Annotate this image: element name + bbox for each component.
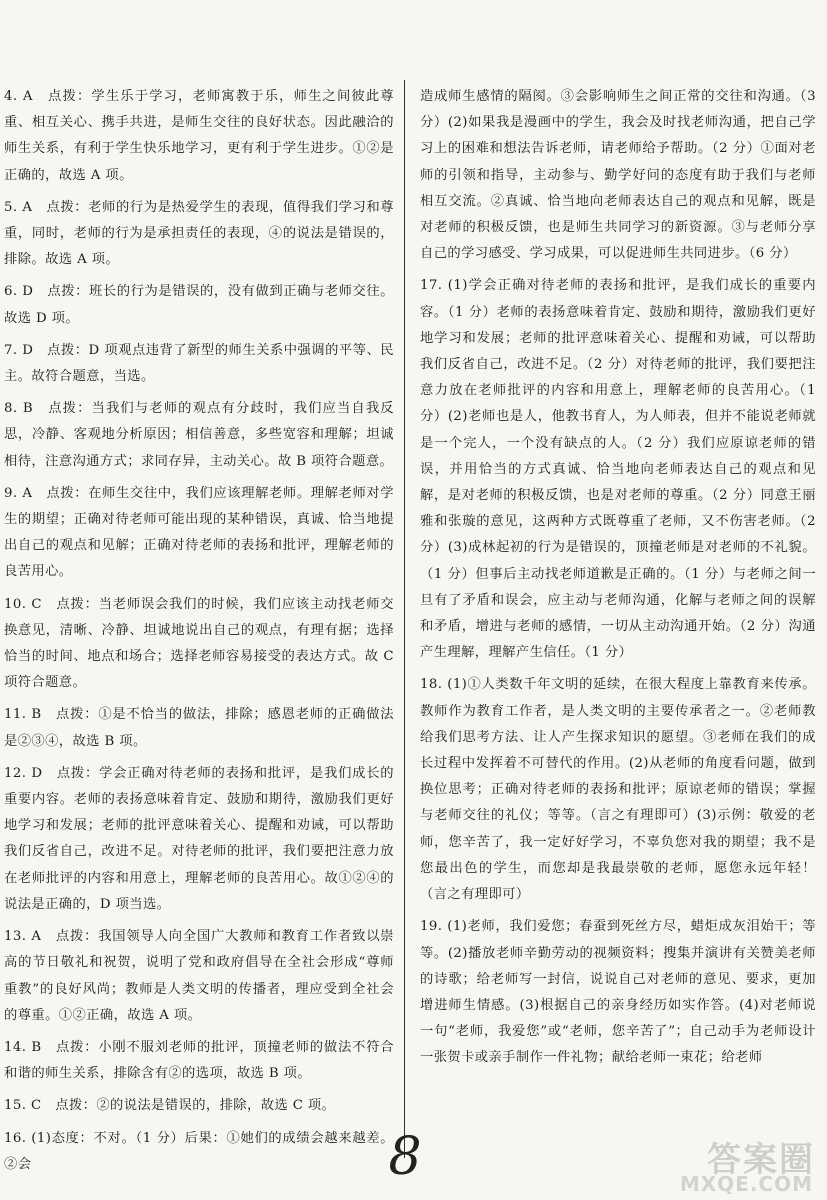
answer-item: 6. D 点拨：班长的行为是错误的，没有做到正确与老师交往。故选 D 项。 — [4, 284, 394, 326]
column-divider — [404, 80, 405, 1158]
answer-item: 12. D 点拨：学会正确对待老师的表扬和批评，是我们成长的重要内容。老师的表扬意味着肯定、鼓励和期待，激励我们更好地学习和发展；老师的批评意味着关心、提醒和劝诫，可以帮助我们反省自己，改进不足。对待老师的批评，我们要把注意力放在老师批评的内容和用意上，理解老师的良苦用心。故①②④的说法是正确的，D 项当选。 — [4, 765, 394, 912]
page-number: 8 — [388, 1127, 422, 1187]
answer-item: 5. A 点拨：老师的行为是热爱学生的表现，值得我们学习和尊重，同时，老师的行为是承担责任的表现，④的说法是错误的，排除。故选 A 项。 — [4, 199, 394, 268]
answer-item: 10. C 点拨：当老师误会我们的时候，我们应该主动找老师交换意见，清晰、冷静、坦诚地说出自己的观点，有理有据；选择恰当的时间、地点和场合；选择老师容易接受的表达方式。故 C 项符合题意。 — [4, 596, 394, 691]
right-column — [420, 84, 816, 1078]
left-column — [4, 84, 394, 1184]
answer-item: 造成师生感情的隔阂。③会影响师生之间正常的交往和沟通。（3 分）(2)如果我是漫画中的学生，我会及时找老师沟通，把自己学习上的困难和想法告诉老师，请老师给予帮助。（2 分）①面对老师的引领和指导，主动参与、勤学好问的态度有助于我们与老师相互交流。②真诚、恰当地向老师表达自己的观点和见解，既是对老师的积极反馈，也是师生共同学习的新资源。③与老师分享自己的学习感受、学习成果，可以促进师生共同进步。（6 分） — [420, 89, 816, 262]
answer-item: 15. C 点拨：②的说法是错误的，排除，故选 C 项。 — [4, 1098, 336, 1114]
answer-item: 13. A 点拨：我国领导人向全国广大教师和教育工作者致以崇高的节日敬礼和祝贺，说明了党和政府倡导在全社会形成“尊师重教”的良好风尚；教师是人类文明的传播者，理应受到全社会的尊重。①②正确，故选 A 项。 — [4, 929, 394, 1023]
watermark-logo: 答案圈 — [707, 1140, 815, 1180]
answer-item: 18. (1)①人类数千年文明的延续，在很大程度上靠教育来传承。教师作为教育工作者，是人类文明的主要传承者之一。②老师教给我们思考方法、让人产生探求知识的愿望。③老师在我们的成长过程中发挥着不可替代的作用。(2)从老师的角度看问题，做到换位思考；正确对待老师的表扬和批评；原谅老师的错误；掌握与老师交往的礼仪；等等。（言之有理即可）(3)示例：敬爱的老师，您辛苦了，我一定好好学习，不辜负您对我的期望；我不是您最出色的学生，而您却是我最崇敬的老师，愿您永远年轻！（言之有理即可） — [420, 677, 816, 903]
answer-item: 8. B 点拨：当我们与老师的观点有分歧时，我们应当自我反思，冷静、客观地分析原因；相信善意，多些宽容和理解；坦诚相待，注意沟通方式；求同存异，主动关心。故 B 项符合题意。 — [4, 401, 394, 469]
answer-item: 9. A 点拨：在师生交往中，我们应该理解老师。理解老师对学生的期望；正确对待老师可能出现的某种错误，真诚、恰当地提出自己的观点和见解；正确对待老师的表扬和批评，理解老师的良苦用心。 — [4, 485, 394, 580]
watermark — [671, 1130, 821, 1196]
answer-item: 7. D 点拨：D 项观点违背了新型的师生关系中强调的平等、民主。故符合题意，当选。 — [4, 342, 394, 385]
answer-item: 16. (1)态度：不对。（1 分）后果：①她们的成绩会越来越差。②会 — [4, 1130, 394, 1172]
watermark-url: MXQE.COM — [679, 1172, 813, 1196]
answer-item: 14. B 点拨：小刚不服刘老师的批评，顶撞老师的做法不符合和谐的师生关系，排除含有②的选项，故选 B 项。 — [4, 1039, 394, 1082]
answer-item: 11. B 点拨：①是不恰当的做法，排除；感恩老师的正确做法是②③④，故选 B 项。 — [4, 707, 394, 749]
answer-item: 4. A 点拨：学生乐于学习，老师寓教于乐，师生之间彼此尊重、相互关心、携手共进，是师生交往的良好状态。因此融洽的师生关系，有利于学生快乐地学习，更有利于学生进步。①②是正确的，故选 A 项。 — [4, 89, 394, 183]
answer-item: 17. (1)学会正确对待老师的表扬和批评，是我们成长的重要内容。（1 分）老师的表扬意味着肯定、鼓励和期待，激励我们更好地学习和发展；老师的批评意味着关心、提醒和劝诫，可以帮助我们反省自己，改进不足。（2 分）对待老师的批评，我们要把注意力放在老师批评的内容和用意上，理解老师的良苦用心。（1 分）(2)老师也是人，他教书育人，为人师表，但并不能说老师就是一个完人，一个没有缺点的人。（2 分）我们应原谅老师的错误，并用恰当的方式真诚、恰当地向老师表达自己的观点和见解，是对老师的积极反馈，也是对老师的尊重。（2 分）同意王丽雅和张璇的意见，这两种方式既尊重了老师，又不伤害老师。（2 分）(3)成林起初的行为是错误的，顶撞老师是对老师的不礼貌。（1 分）但事后主动找老师道歉是正确的。（1 分）与老师之间一旦有了矛盾和误会，应主动与老师沟通，化解与老师之间的误解和矛盾，增进与老师的感情，一切从主动沟通开始。（2 分）沟通产生理解，理解产生信任。（1 分） — [420, 278, 816, 661]
answer-item: 19. (1)老师，我们爱您；春蚕到死丝方尽，蜡炬成灰泪始干；等等。(2)播放老师辛勤劳动的视频资料；搜集并演讲有关赞美老师的诗歌；给老师写一封信，说说自己对老师的意见、要求，更加增进师生情感。(3)根据自己的亲身经历如实作答。(4)对老师说一句“老师，我爱您”或“老师，您辛苦了”；自己动手为老师设计一张贺卡或亲手制作一件礼物；献给老师一束花；给老师 — [420, 919, 816, 1066]
